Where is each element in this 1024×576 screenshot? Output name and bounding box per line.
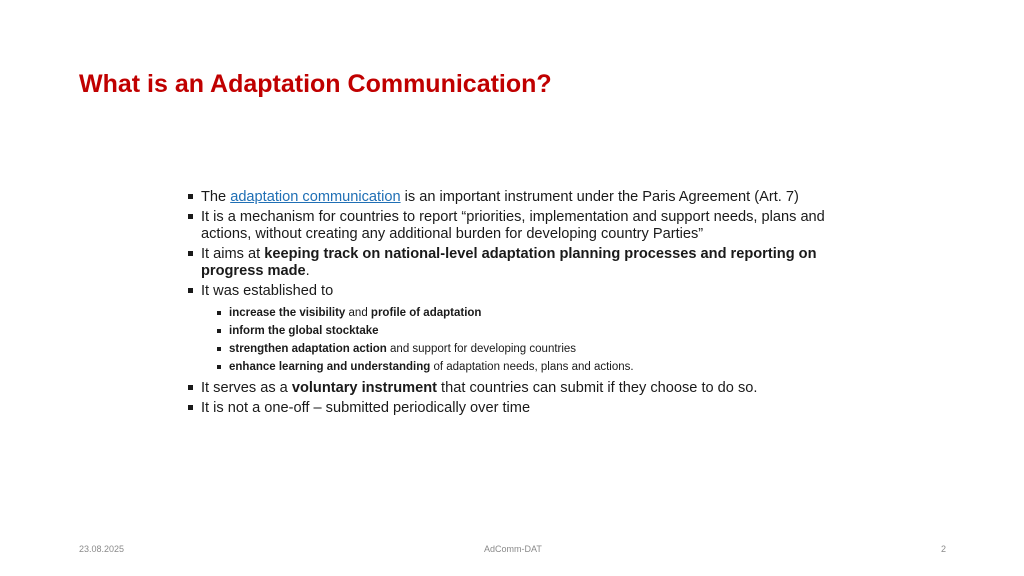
footer-center-label: AdComm-DAT <box>484 544 542 554</box>
bullet-item-4 <box>188 283 868 376</box>
sub-1-bold-b: profile of adaptation <box>370 307 482 319</box>
bullet-item-6 <box>188 400 868 417</box>
square-bullet-icon <box>217 329 221 333</box>
bullet-list <box>188 189 868 417</box>
square-bullet-icon <box>188 288 193 293</box>
square-bullet-icon <box>188 385 193 390</box>
bullet-4-text: It was established to <box>201 283 334 299</box>
bullet-3-bold: keeping track on national-level adaptation planning processes and reporting on progress made <box>201 246 817 279</box>
bullet-6-text: It is not a one-off – submitted periodically over time <box>201 400 531 416</box>
square-bullet-icon <box>188 251 193 256</box>
footer-page-number: 2 <box>941 544 947 554</box>
slide-title: What is an Adaptation Communication? <box>79 70 552 98</box>
bullet-content <box>188 189 868 426</box>
sub-3-bold: strengthen adaptation action <box>229 343 387 355</box>
bullet-1-suffix: is an important instrument under the Paris Agreement (Art. 7) <box>400 189 799 205</box>
bullet-item-5 <box>188 380 868 397</box>
bullet-2-text: It is a mechanism for countries to report “priorities, implementation and support needs, plans and actions, without creating any additional burden for developing country Parties” <box>201 209 825 242</box>
square-bullet-icon <box>188 405 193 410</box>
bullet-item-1 <box>188 189 868 206</box>
bullet-3-suffix: . <box>305 263 310 279</box>
sub-bullet-list <box>201 304 868 376</box>
sub-bullet-item-3 <box>201 340 868 358</box>
square-bullet-icon <box>188 194 193 199</box>
bullet-5-suffix: that countries can submit if they choose to do so. <box>437 380 758 396</box>
sub-bullet-item-4 <box>201 358 868 376</box>
square-bullet-icon <box>217 365 221 369</box>
bullet-5-bold: voluntary instrument <box>291 380 437 396</box>
sub-4-rest: of adaptation needs, plans and actions. <box>430 361 634 373</box>
footer-date: 23.08.2025 <box>79 544 125 554</box>
sub-4-bold: enhance learning and understanding <box>229 361 431 373</box>
bullet-3-prefix: It aims at <box>201 246 265 262</box>
sub-1-mid: and <box>345 307 371 319</box>
square-bullet-icon <box>217 311 221 315</box>
sub-3-rest: and support for developing countries <box>386 343 577 355</box>
sub-bullet-item-1 <box>201 304 868 322</box>
sub-1-bold-a: increase the visibility <box>229 307 346 319</box>
bullet-5-prefix: It serves as a <box>201 380 292 396</box>
sub-2-bold: inform the global stocktake <box>229 325 379 337</box>
sub-bullet-item-2 <box>201 322 868 340</box>
bullet-1-prefix: The <box>201 189 231 205</box>
bullet-item-2 <box>188 209 868 243</box>
adaptation-communication-link[interactable]: adaptation communication <box>230 189 401 205</box>
square-bullet-icon <box>188 214 193 219</box>
square-bullet-icon <box>217 347 221 351</box>
bullet-item-3 <box>188 246 868 280</box>
